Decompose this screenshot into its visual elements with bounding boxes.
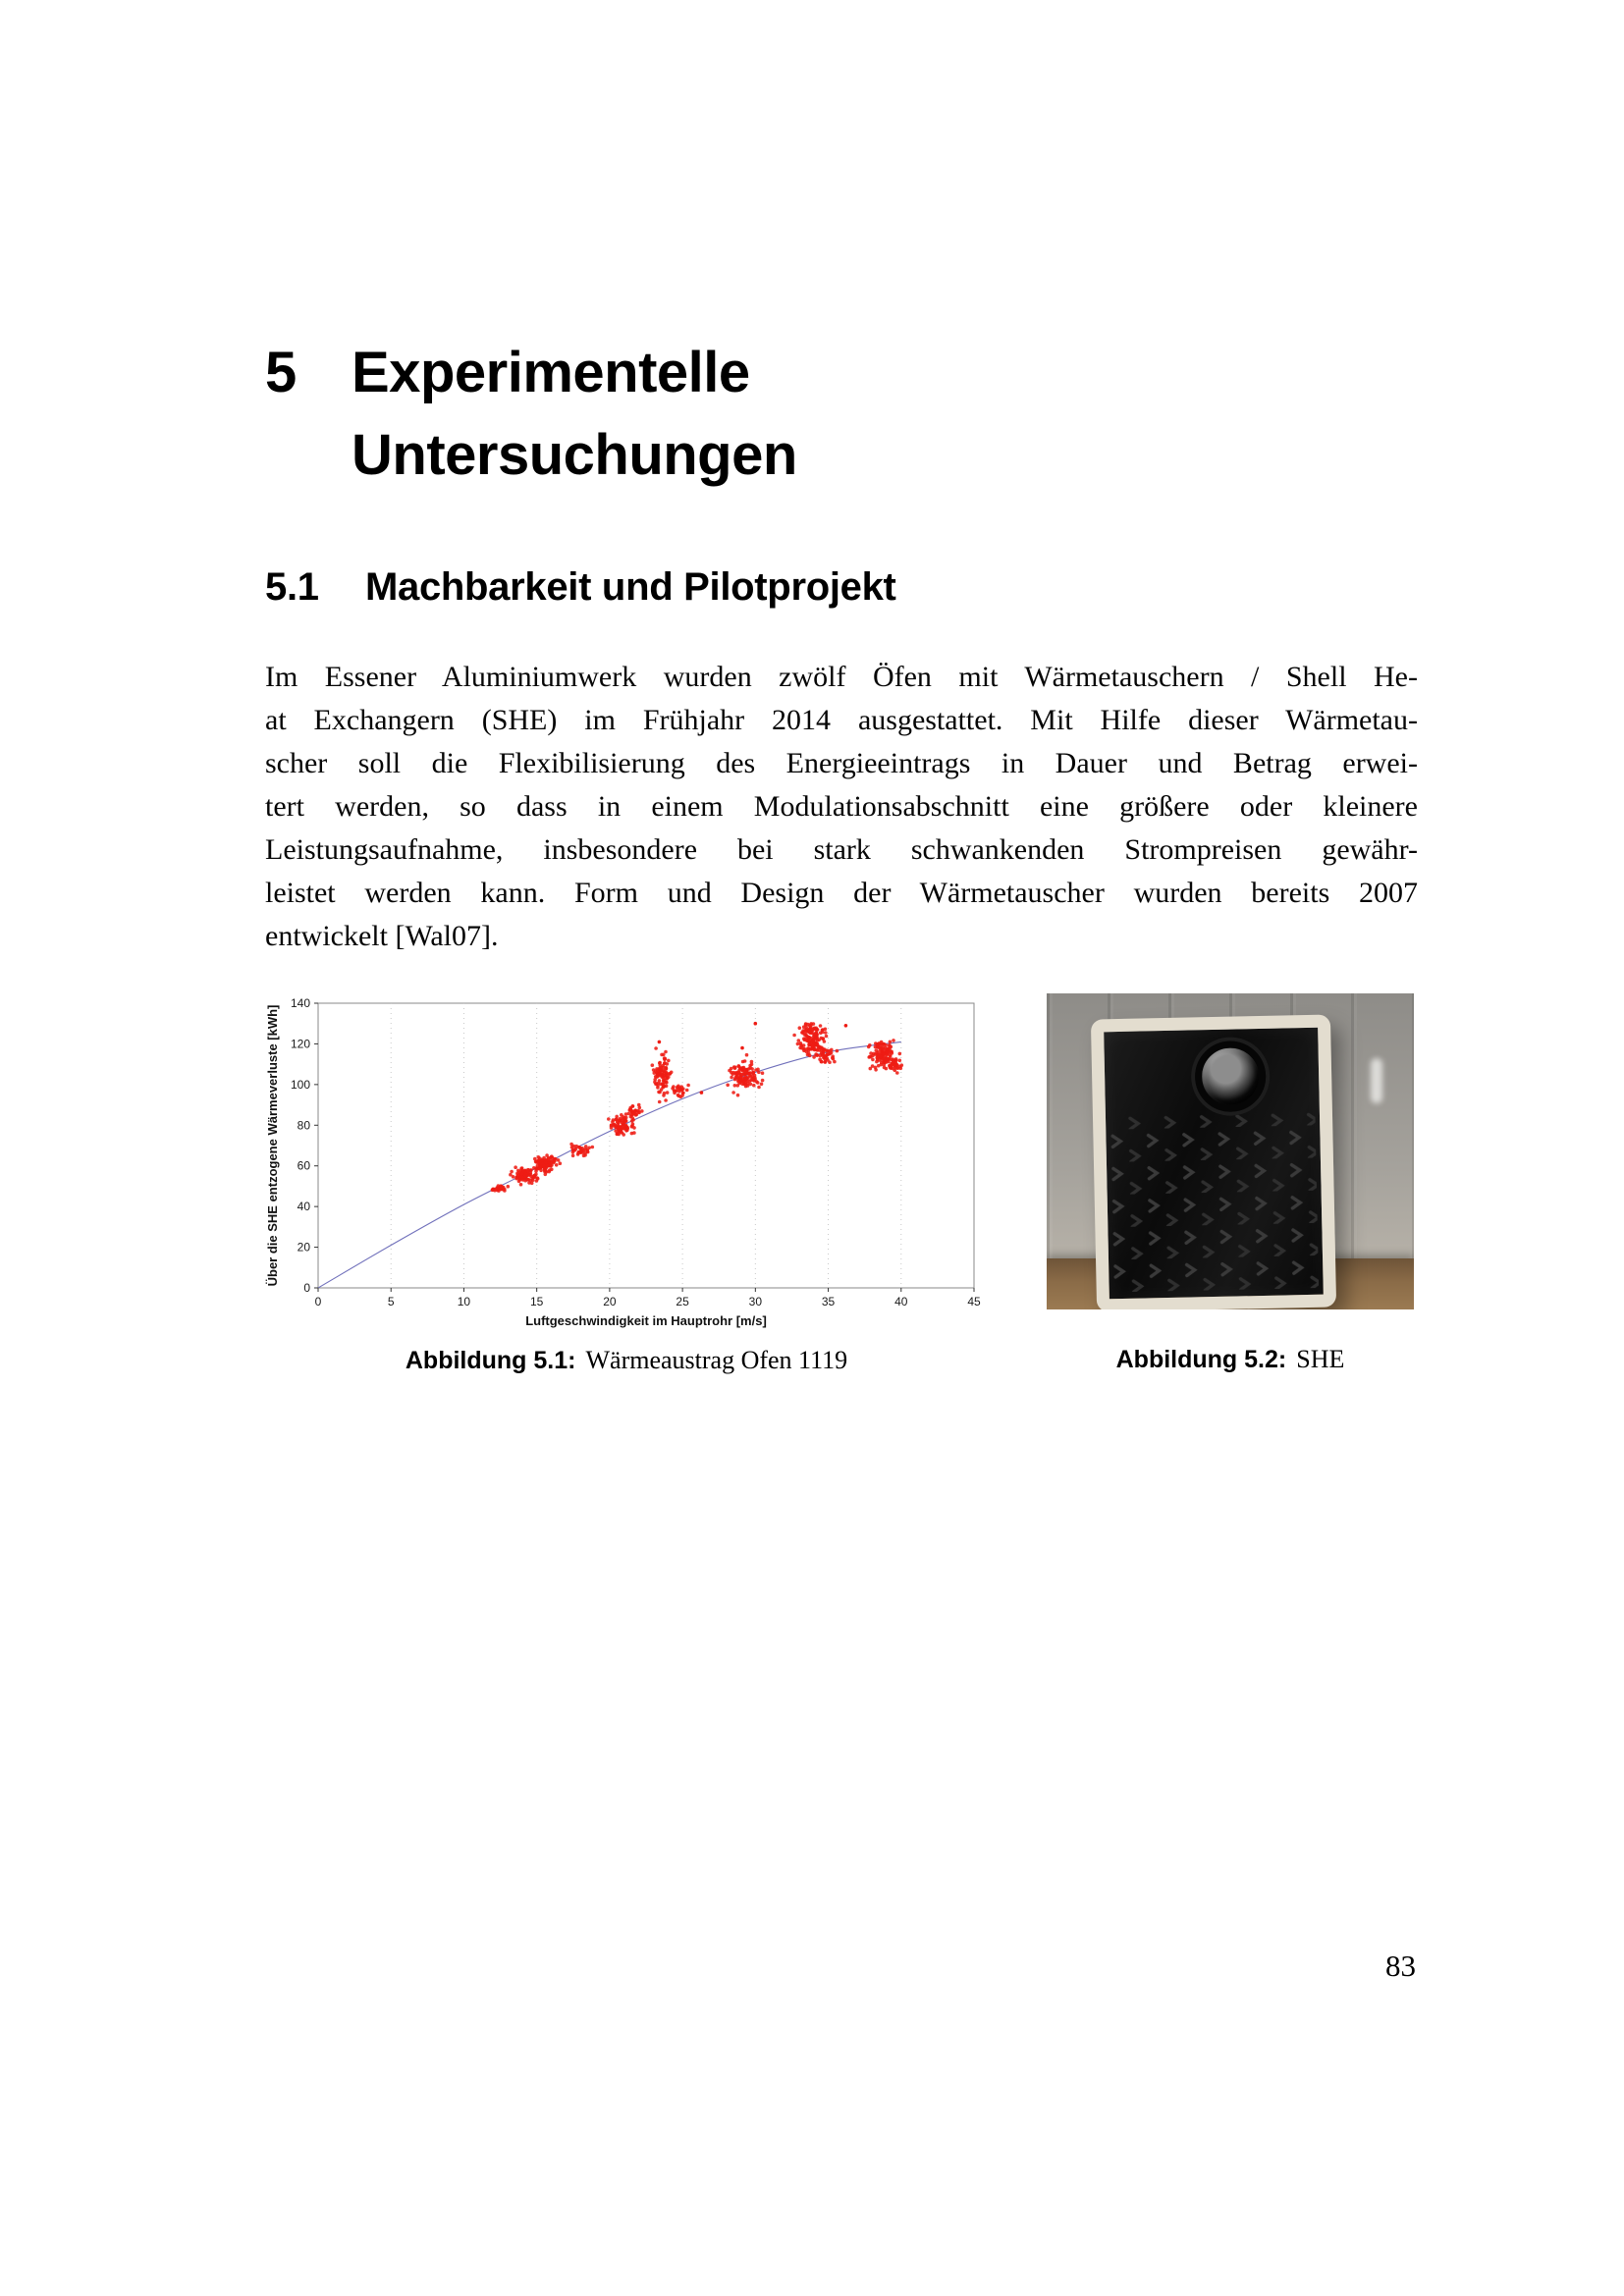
scatter-point	[889, 1053, 893, 1057]
scatter-point	[610, 1124, 614, 1128]
figure1-caption-label: Abbildung 5.1:	[405, 1347, 576, 1374]
scatter-point	[750, 1067, 754, 1071]
scatter-point	[819, 1046, 823, 1050]
scatter-point	[792, 1034, 796, 1038]
figure-chart	[261, 993, 992, 1375]
scatter-point	[657, 1091, 661, 1095]
scatter-point	[555, 1163, 559, 1167]
chapter-number: 5	[265, 341, 297, 404]
scatter-point	[521, 1178, 525, 1182]
scatter-point	[582, 1154, 586, 1158]
scatter-point	[823, 1040, 827, 1043]
scatter-point	[681, 1087, 685, 1091]
section-title: Machbarkeit und Pilotprojekt	[365, 565, 896, 609]
scatter-point	[736, 1084, 740, 1088]
figure1-caption	[261, 1346, 992, 1375]
scatter-point	[638, 1106, 642, 1110]
scatter-point	[796, 1042, 800, 1046]
scatter-point	[577, 1150, 581, 1154]
chapter-heading	[265, 332, 797, 497]
scatter-point	[662, 1081, 666, 1085]
scatter-point	[761, 1079, 765, 1083]
scatter-point	[700, 1091, 704, 1095]
scatter-point	[867, 1045, 871, 1049]
svg-text:0: 0	[303, 1281, 310, 1295]
scatter-point	[736, 1094, 740, 1097]
svg-text:60: 60	[297, 1158, 310, 1173]
svg-text:40: 40	[894, 1295, 908, 1308]
scatter-chart	[261, 993, 992, 1332]
scatter-point	[826, 1058, 830, 1062]
svg-text:20: 20	[297, 1240, 310, 1255]
scatter-point	[797, 1039, 801, 1042]
scatter-point	[892, 1039, 895, 1042]
chapter-title-line1: Experimentelle	[352, 341, 750, 404]
scatter-point	[547, 1160, 551, 1164]
scatter-point	[548, 1168, 552, 1172]
scatter-point	[614, 1129, 618, 1133]
scatter-point	[730, 1076, 733, 1080]
scatter-point	[611, 1120, 615, 1124]
scatter-point	[810, 1047, 814, 1051]
scatter-point	[658, 1041, 662, 1044]
scatter-point	[519, 1167, 523, 1171]
figure-photo	[1047, 993, 1414, 1374]
scatter-point	[533, 1157, 537, 1161]
scatter-point	[510, 1170, 514, 1174]
scatter-point	[808, 1054, 812, 1058]
she-panel	[1091, 1014, 1336, 1309]
figure2-caption	[1047, 1345, 1414, 1374]
scatter-point	[519, 1183, 523, 1187]
scatter-point	[620, 1113, 623, 1117]
chart-xlabel: Luftgeschwindigkeit im Hauptrohr [m/s]	[525, 1313, 767, 1328]
scatter-point	[739, 1078, 743, 1082]
scatter-point	[756, 1068, 760, 1072]
svg-text:30: 30	[748, 1295, 763, 1308]
scatter-point	[503, 1188, 507, 1192]
paragraph-line: at Exchangern (SHE) im Frühjahr 2014 ausgestattet. Mit Hilfe dieser Wärmetau-	[265, 704, 1418, 736]
scatter-point	[872, 1052, 876, 1056]
svg-text:5: 5	[387, 1295, 395, 1308]
scatter-point	[760, 1083, 764, 1087]
svg-text:25: 25	[676, 1295, 689, 1308]
scatter-point	[750, 1063, 754, 1067]
scatter-point	[811, 1039, 815, 1042]
scatter-point	[517, 1170, 521, 1174]
scatter-point	[519, 1175, 523, 1179]
svg-text:120: 120	[290, 1037, 310, 1051]
scatter-point	[622, 1119, 625, 1123]
scatter-point	[623, 1127, 626, 1131]
scatter-point	[746, 1084, 750, 1088]
scatter-point	[883, 1052, 887, 1056]
scatter-point	[752, 1084, 756, 1088]
scatter-point	[657, 1082, 661, 1086]
she-photo	[1047, 993, 1414, 1309]
scatter-point	[894, 1057, 898, 1061]
scatter-point	[659, 1064, 663, 1068]
scatter-point	[731, 1091, 735, 1095]
svg-text:15: 15	[529, 1295, 544, 1308]
scatter-point	[815, 1032, 819, 1036]
svg-text:45: 45	[967, 1295, 981, 1308]
scatter-point	[883, 1063, 887, 1067]
section-heading	[265, 565, 896, 610]
scatter-point	[824, 1031, 828, 1035]
scatter-point	[663, 1056, 667, 1060]
scatter-point	[491, 1189, 495, 1193]
scatter-point	[666, 1091, 670, 1095]
scatter-point	[574, 1145, 578, 1148]
svg-text:35: 35	[821, 1295, 836, 1308]
scatter-point	[867, 1055, 871, 1059]
scatter-point	[804, 1030, 808, 1034]
scatter-point	[875, 1048, 879, 1052]
scatter-point	[733, 1072, 737, 1076]
scatter-point	[808, 1029, 812, 1033]
scatter-point	[888, 1044, 892, 1048]
scatter-point	[517, 1180, 521, 1184]
scatter-point	[523, 1172, 527, 1176]
scatter-point	[807, 1049, 811, 1053]
scatter-point	[754, 1022, 758, 1026]
scatter-point	[685, 1089, 689, 1093]
scatter-point	[808, 1042, 812, 1046]
paragraph-line: Leistungsaufnahme, insbesondere bei stark schwankenden Strompreisen gewähr-	[265, 833, 1418, 866]
figure1-caption-text: Wärmeaustrag Ofen 1119	[585, 1346, 848, 1374]
scatter-point	[826, 1049, 830, 1053]
figure2-caption-label: Abbildung 5.2:	[1115, 1346, 1287, 1373]
scatter-point	[869, 1067, 873, 1071]
scatter-point	[890, 1062, 893, 1066]
scatter-point	[658, 1100, 662, 1104]
scatter-point	[812, 1022, 816, 1026]
scatter-point	[686, 1084, 690, 1088]
scatter-point	[550, 1154, 554, 1158]
svg-text:140: 140	[290, 996, 310, 1010]
scatter-point	[814, 1048, 818, 1052]
scatter-point	[552, 1161, 556, 1165]
scatter-point	[509, 1173, 513, 1177]
figure2-caption-text: SHE	[1296, 1345, 1345, 1373]
scatter-point	[825, 1035, 829, 1039]
scatter-point	[874, 1066, 878, 1070]
scatter-point	[739, 1075, 743, 1079]
scatter-point	[801, 1031, 805, 1035]
scatter-point	[812, 1055, 816, 1059]
scatter-point	[817, 1039, 821, 1042]
scatter-point	[591, 1146, 595, 1149]
scatter-point	[889, 1041, 893, 1044]
scatter-point	[886, 1050, 890, 1054]
scatter-point	[898, 1059, 902, 1063]
scatter-point	[824, 1028, 828, 1032]
scatter-point	[748, 1071, 752, 1075]
scatter-point	[665, 1071, 669, 1075]
scatter-point	[892, 1067, 895, 1071]
scatter-point	[761, 1071, 765, 1075]
scatter-point	[529, 1168, 533, 1172]
svg-text:20: 20	[603, 1295, 617, 1308]
section-number: 5.1	[265, 565, 319, 609]
scatter-point	[751, 1078, 755, 1082]
scatter-point	[531, 1175, 535, 1179]
scatter-point	[672, 1085, 676, 1089]
scatter-point	[665, 1074, 669, 1078]
scatter-point	[557, 1158, 561, 1162]
scatter-point	[800, 1046, 804, 1050]
photo-wall-smudge	[1371, 1058, 1382, 1103]
scatter-point	[656, 1086, 660, 1090]
paragraph-line: scher soll die Flexibilisierung des Energieeintrags in Dauer und Betrag erwei-	[265, 747, 1418, 779]
scatter-point	[895, 1071, 899, 1075]
scatter-point	[819, 1054, 823, 1058]
scatter-point	[528, 1172, 532, 1176]
scatter-point	[670, 1071, 674, 1075]
scatter-point	[674, 1090, 677, 1094]
scatter-point	[607, 1117, 611, 1121]
she-panel-face	[1104, 1028, 1324, 1300]
scatter-point	[832, 1057, 836, 1061]
scatter-point	[877, 1064, 881, 1068]
scatter-point	[586, 1149, 590, 1153]
scatter-point	[740, 1082, 744, 1086]
scatter-point	[743, 1068, 747, 1072]
scatter-point	[618, 1129, 622, 1133]
scatter-point	[893, 1062, 897, 1066]
scatter-point	[819, 1024, 823, 1028]
scatter-point	[658, 1073, 662, 1077]
scatter-point	[581, 1150, 585, 1154]
paragraph-line: entwickelt [Wal07].	[265, 920, 499, 952]
scatter-point	[664, 1067, 668, 1071]
scatter-point	[733, 1066, 737, 1070]
scatter-point	[814, 1043, 818, 1047]
scatter-point	[499, 1184, 503, 1188]
scatter-point	[627, 1112, 631, 1116]
svg-text:100: 100	[290, 1077, 310, 1092]
scatter-point	[507, 1185, 511, 1189]
paragraph-line: Im Essener Aluminiumwerk wurden zwölf Öfen mit Wärmetauschern / Shell He-	[265, 661, 1418, 693]
scatter-point	[900, 1063, 904, 1067]
scatter-point	[542, 1164, 546, 1168]
scatter-point	[496, 1186, 500, 1190]
scatter-point	[890, 1049, 893, 1053]
scatter-point	[745, 1053, 749, 1057]
scatter-point	[571, 1150, 575, 1154]
scatter-point	[747, 1067, 751, 1071]
scatter-point	[676, 1086, 679, 1090]
scatter-point	[728, 1069, 731, 1073]
scatter-point	[628, 1107, 632, 1111]
scatter-point	[625, 1129, 629, 1133]
scatter-point	[814, 1027, 818, 1031]
scatter-point	[807, 1037, 811, 1041]
scatter-point	[681, 1092, 685, 1095]
scatter-point	[804, 1022, 808, 1026]
scatter-point	[745, 1077, 749, 1081]
scatter-point	[617, 1121, 621, 1125]
scatter-point	[664, 1098, 668, 1102]
scatter-point	[876, 1045, 880, 1049]
scatter-point	[756, 1081, 760, 1085]
scatter-point	[802, 1025, 806, 1029]
scatter-point	[803, 1047, 807, 1051]
scatter-point	[898, 1052, 902, 1056]
scatter-point	[666, 1062, 670, 1066]
scatter-point	[820, 1060, 824, 1064]
scatter-point	[844, 1024, 848, 1028]
scatter-point	[651, 1063, 655, 1067]
scatter-point	[662, 1053, 666, 1057]
scatter-point	[677, 1094, 680, 1097]
scatter-point	[559, 1161, 563, 1165]
svg-text:10: 10	[457, 1295, 471, 1308]
scatter-point	[632, 1126, 636, 1130]
scatter-point	[798, 1026, 802, 1030]
svg-text:40: 40	[297, 1200, 310, 1214]
scatter-point	[630, 1116, 634, 1120]
scatter-point	[664, 1050, 668, 1054]
paragraph-line: leistet werden kann. Form und Design der Wärmetauscher wurden bereits 2007	[265, 877, 1418, 909]
scatter-point	[535, 1179, 539, 1183]
body-paragraph	[265, 656, 1418, 958]
scatter-point	[631, 1122, 635, 1126]
scatter-point	[741, 1060, 745, 1064]
scatter-point	[514, 1165, 517, 1169]
scatter-point	[824, 1054, 828, 1058]
chapter-title-line2: Untersuchungen	[352, 423, 797, 487]
scatter-point	[884, 1043, 888, 1047]
scatter-point	[640, 1109, 644, 1113]
scatter-point	[879, 1055, 883, 1059]
chart-ylabel: Über die SHE entzogene Wärmeverluste [kWh]	[265, 1004, 280, 1287]
scatter-point	[753, 1074, 757, 1078]
scatter-point	[537, 1155, 541, 1159]
scatter-point	[622, 1133, 625, 1137]
scatter-point	[821, 1031, 825, 1035]
scatter-point	[662, 1094, 666, 1097]
scatter-point	[836, 1049, 839, 1053]
scatter-point	[830, 1051, 834, 1055]
scatter-point	[615, 1115, 619, 1119]
paragraph-line: tert werden, so dass in einem Modulationsabschnitt eine größere oder kleinere	[265, 790, 1418, 823]
scatter-point	[740, 1046, 744, 1050]
svg-text:80: 80	[297, 1118, 310, 1133]
scatter-point	[630, 1132, 634, 1136]
scatter-point	[747, 1080, 751, 1084]
scatter-point	[652, 1068, 656, 1072]
scatter-point	[571, 1154, 575, 1158]
scatter-point	[544, 1158, 548, 1162]
scatter-point	[757, 1086, 761, 1090]
scatter-point	[663, 1085, 667, 1089]
page-number: 83	[1385, 1949, 1416, 1983]
scatter-point	[726, 1084, 730, 1088]
scatter-point	[737, 1072, 741, 1076]
scatter-point	[885, 1059, 889, 1063]
scatter-point	[802, 1037, 806, 1041]
scatter-point	[624, 1119, 628, 1123]
scatter-point	[816, 1053, 820, 1057]
scatter-point	[742, 1072, 746, 1076]
scatter-point	[546, 1164, 550, 1168]
scatter-point	[636, 1109, 640, 1113]
scatter-point	[654, 1046, 658, 1050]
scatter-point	[899, 1067, 903, 1071]
scatter-point	[667, 1059, 671, 1063]
svg-text:0: 0	[314, 1295, 322, 1308]
scatter-point	[534, 1160, 538, 1164]
scatter-point	[738, 1066, 742, 1070]
scatter-point	[539, 1166, 543, 1170]
